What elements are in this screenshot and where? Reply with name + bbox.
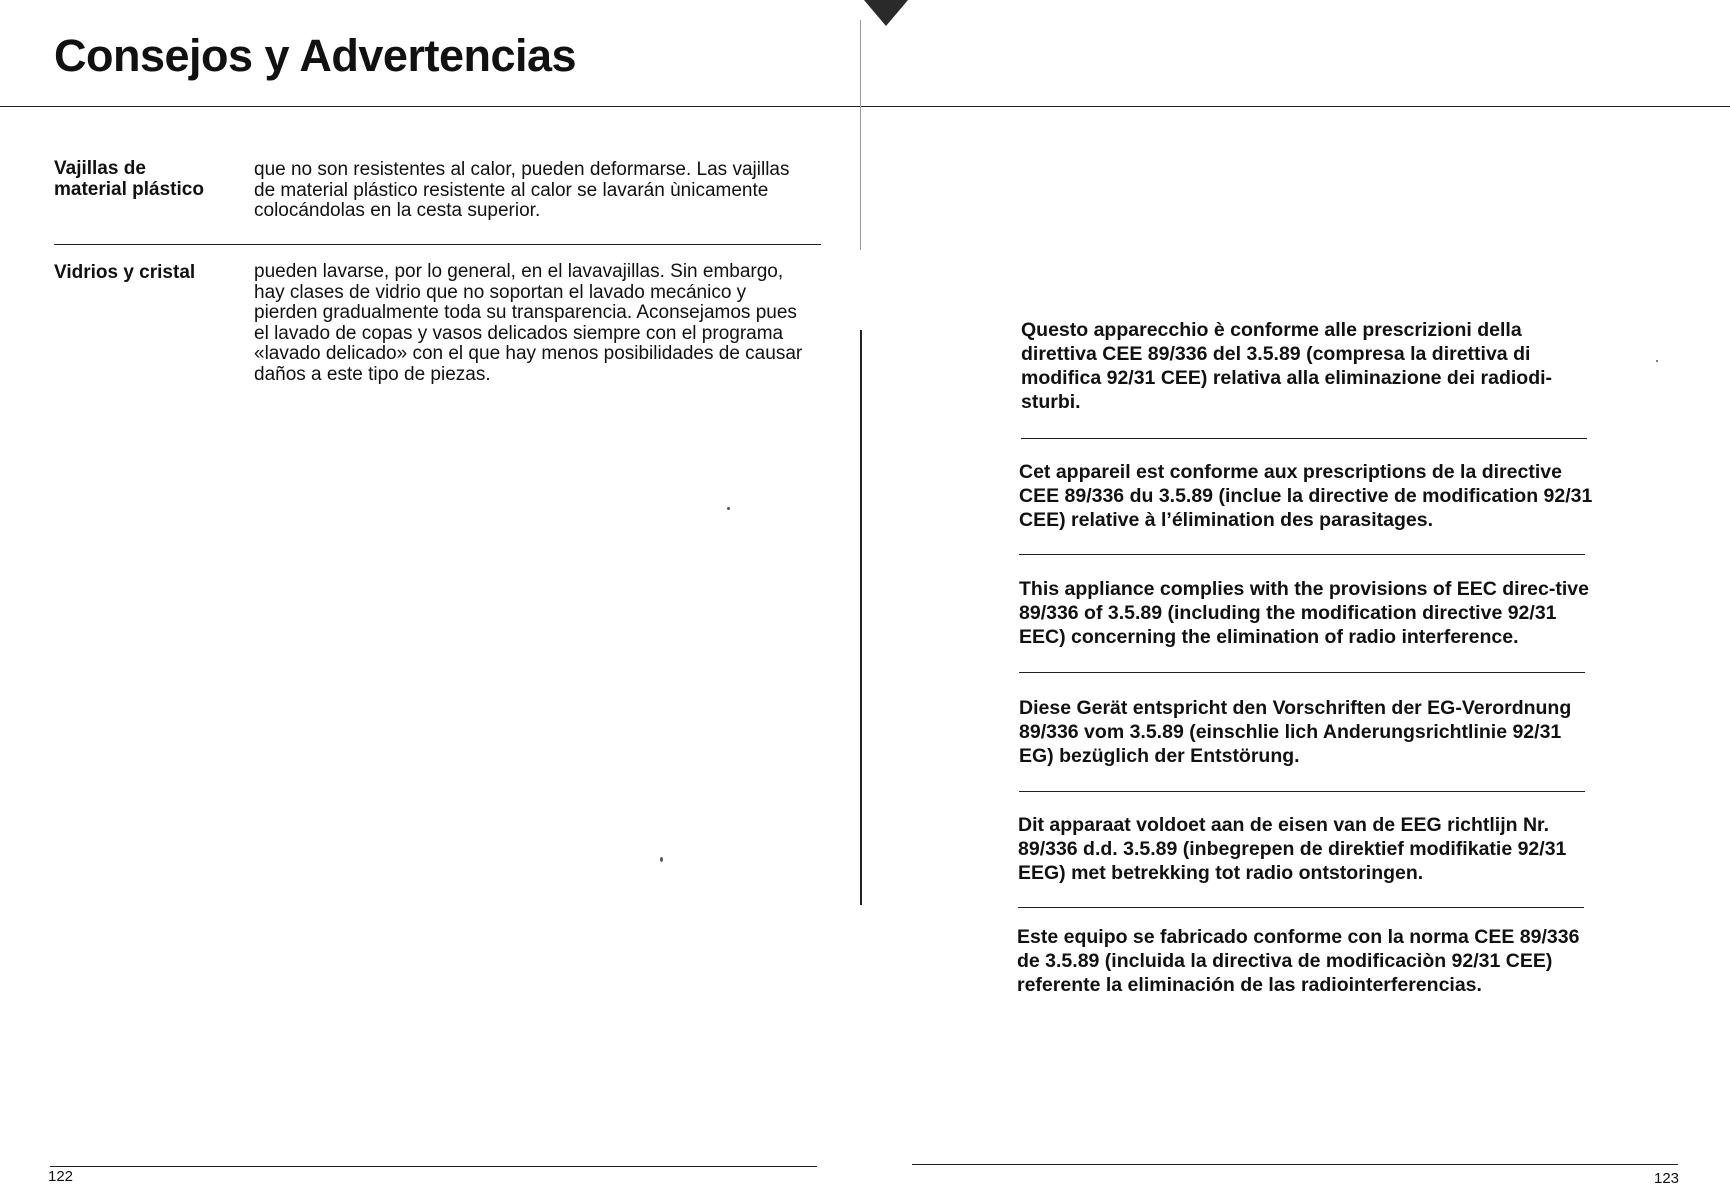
spine-line xyxy=(860,330,862,905)
notice-divider xyxy=(1019,554,1585,555)
page-number-right: 123 xyxy=(1654,1170,1680,1187)
section-label-plastic: Vajillas de material plástico xyxy=(54,158,204,200)
notice-spanish: Este equipo se fabricado conforme con la norma CEE 89/336 de 3.5.89 (incluida la directiva de modificaciòn 92/31 CEE) referente la eliminación de las radiointerferencias. xyxy=(1017,926,1580,996)
scan-speck xyxy=(660,857,663,862)
section-text-glass: pueden lavarse, por lo general, en el lavavajillas. Sin embargo, hay clases de vidrio que no soportan el lavado mecánico y pierden gradualmente toda su transparencia. Aconsejamos pues el lavado de copas y vasos delicados siempre con el programa «lavado delicado» con el que hay menos posibilidades de causar daños a este tipo de piezas. xyxy=(254,261,803,385)
notice-divider xyxy=(1018,907,1584,908)
page-number-left: 122 xyxy=(48,1168,74,1185)
scan-blot xyxy=(864,0,908,26)
notice-english: This appliance complies with the provisions of EEC direc-tive 89/336 of 3.5.89 (including the modification directive 92/31 EEC) concerning the elimination of radio interference. xyxy=(1019,578,1589,648)
section-divider xyxy=(54,244,821,245)
header-rule xyxy=(0,106,1730,107)
footer-rule-left xyxy=(50,1166,817,1167)
notice-dutch: Dit apparaat voldoet aan de eisen van de EEG richtlijn Nr. 89/336 d.d. 3.5.89 (inbegrepen de direktief modifikatie 92/31 EEG) met betrekking tot radio ontstoringen. xyxy=(1018,814,1567,884)
section-label-glass: Vidrios y cristal xyxy=(54,262,196,283)
notice-french: Cet appareil est conforme aux prescriptions de la directive CEE 89/336 du 3.5.89 (inclue la directive de modification 92/31 CEE) relative à l’élimination des parasitages. xyxy=(1019,461,1593,531)
scan-speck xyxy=(1656,360,1658,362)
spine-line-upper xyxy=(860,20,861,250)
notice-divider xyxy=(1019,791,1585,792)
footer-rule-right xyxy=(912,1164,1678,1165)
notice-divider xyxy=(1019,672,1585,673)
notice-italian: Questo apparecchio è conforme alle prescrizioni della direttiva CEE 89/336 del 3.5.89 (compresa la direttiva di modifica 92/31 CEE) relativa alla eliminazione dei radiodi-sturbi. xyxy=(1021,319,1553,413)
notice-german: Diese Gerät entspricht den Vorschriften der EG-Verordnung 89/336 vom 3.5.89 (einschlie lich Anderungsrichtlinie 92/31 EG) bezüglich der Entstörung. xyxy=(1019,697,1572,767)
page-title: Consejos y Advertencias xyxy=(54,30,577,81)
notice-divider xyxy=(1021,438,1587,439)
scan-speck xyxy=(727,507,730,510)
section-text-plastic: que no son resistentes al calor, pueden deformarse. Las vajillas de material plástico resistente al calor se lavarán ùnicamente colocándolas en la cesta superior. xyxy=(254,159,790,221)
